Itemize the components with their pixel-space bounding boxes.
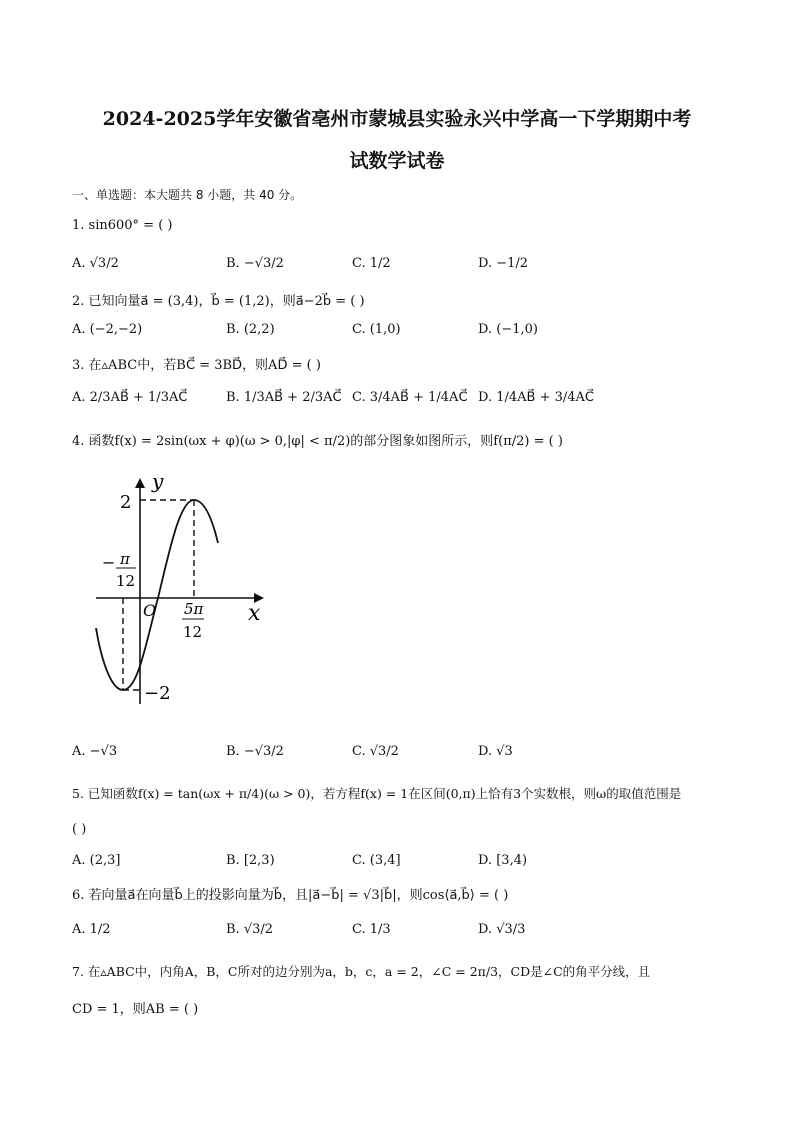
question-4-stem: 4. 函数f(x) = 2sin(ωx + φ)(ω > 0,|φ| < π/2)的部分图象如图所示，则f(π/2) = ( ) — [72, 434, 563, 449]
question-3-option-c: C. 3/4AB⃗ + 1/4AC⃗ — [352, 390, 468, 405]
question-5-stem-continued: ( ) — [72, 822, 87, 837]
question-2-option-d: D. (−1,0) — [478, 322, 538, 337]
question-6-option-a: A. 1/2 — [72, 922, 111, 937]
question-3-option-d: D. 1/4AB⃗ + 3/4AC⃗ — [478, 390, 594, 405]
question-7-stem-continued: CD = 1，则AB = ( ) — [72, 1002, 199, 1017]
question-5-option-c: C. (3,4] — [352, 853, 401, 868]
question-1-option-d: D. −1/2 — [478, 256, 529, 271]
question-2-stem: 2. 已知向量a⃗ = (3,4)，b⃗ = (1,2)，则a⃗−2b⃗ = ( ) — [72, 294, 365, 309]
right-tick-denominator: 12 — [183, 623, 203, 641]
left-tick-numerator: π — [120, 550, 130, 568]
question-6-stem: 6. 若向量a⃗在向量b⃗上的投影向量为b⃗，且|a⃗−b⃗| = √3|b⃗|，则cos⟨a⃗,b⃗⟩ = ( ) — [72, 888, 509, 903]
question-4-option-c: C. √3/2 — [352, 744, 399, 759]
question-5-stem: 5. 已知函数f(x) = tan(ωx + π/4)(ω > 0)，若方程f(x) = 1在区间(0,π)上恰有3个实数根，则ω的取值范围是 — [72, 786, 682, 801]
question-1-option-b: B. −√3/2 — [226, 256, 284, 271]
question-5-option-d: D. [3,4) — [478, 853, 528, 868]
question-6-option-d: D. √3/3 — [478, 922, 526, 937]
exam-title-line2: 试数学试卷 — [349, 150, 445, 172]
question-4-option-b: B. −√3/2 — [226, 744, 284, 759]
question-6-option-c: C. 1/3 — [352, 922, 391, 937]
question-3-stem: 3. 在▵ABC中，若BC⃗ = 3BD⃗，则AD⃗ = ( ) — [72, 358, 321, 373]
question-3-option-b: B. 1/3AB⃗ + 2/3AC⃗ — [226, 390, 342, 405]
question-1-option-c: C. 1/2 — [352, 256, 391, 271]
question-4-option-d: D. √3 — [478, 744, 513, 759]
y-axis-label: y — [152, 469, 164, 493]
origin-label: O — [143, 601, 157, 620]
max-value-label: 2 — [120, 492, 132, 513]
question-1-stem: 1. sin600° = ( ) — [72, 218, 173, 233]
section-heading: 一、单选题：本大题共 8 小题，共 40 分。 — [72, 188, 303, 202]
y-axis-arrow-icon — [135, 478, 145, 488]
right-tick-numerator: 5π — [184, 600, 204, 618]
question-4-option-a: A. −√3 — [72, 744, 118, 759]
left-tick-sign: − — [102, 553, 116, 572]
exam-title-line1: 2024-2025学年安徽省亳州市蒙城县实验永兴中学高一下学期期中考 — [102, 108, 692, 130]
sine-graph-figure — [88, 468, 278, 718]
question-5-option-a: A. (2,3] — [72, 853, 121, 868]
question-2-option-c: C. (1,0) — [352, 322, 401, 337]
min-value-label: −2 — [144, 683, 171, 704]
question-2-option-a: A. (−2,−2) — [72, 322, 143, 337]
x-axis-label: x — [248, 601, 261, 626]
left-tick-denominator: 12 — [116, 572, 136, 590]
question-2-option-b: B. (2,2) — [226, 322, 275, 337]
question-5-option-b: B. [2,3) — [226, 853, 275, 868]
question-6-option-b: B. √3/2 — [226, 922, 274, 937]
question-7-stem: 7. 在▵ABC中，内角A，B，C所对的边分别为a，b，c，a = 2，∠C = 2π/3，CD是∠C的角平分线，且 — [72, 964, 651, 979]
question-3-option-a: A. 2/3AB⃗ + 1/3AC⃗ — [72, 390, 188, 405]
sine-curve — [96, 500, 218, 690]
question-1-option-a: A. √3/2 — [72, 256, 119, 271]
